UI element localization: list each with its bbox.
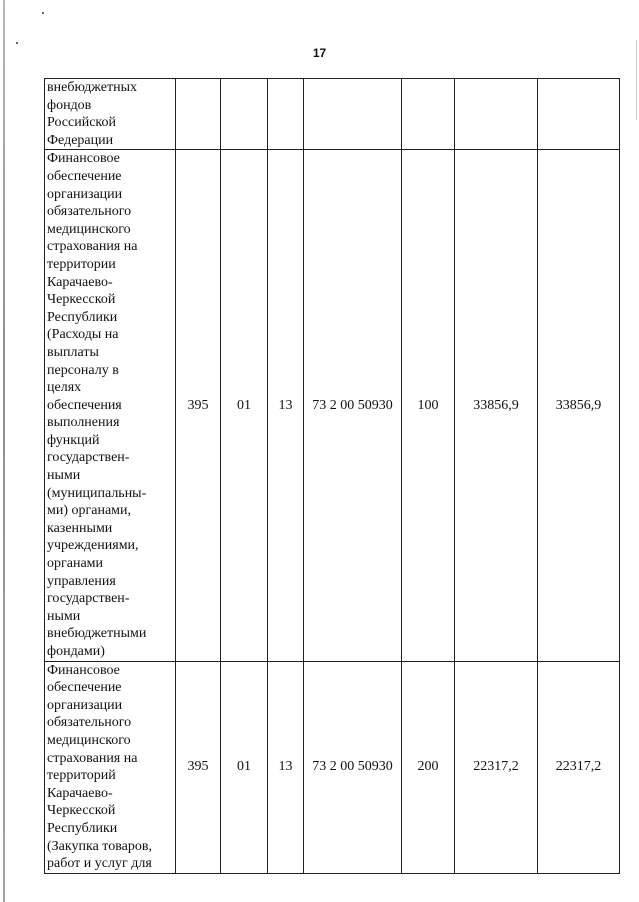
scan-edge-left xyxy=(3,0,5,902)
description-line: управления xyxy=(47,573,116,589)
description-line: Российской xyxy=(47,115,116,131)
description-line: ными xyxy=(47,608,81,624)
budget-table xyxy=(44,78,620,874)
admin-code-cell: 395 xyxy=(176,150,221,661)
scan-speck xyxy=(16,42,18,44)
row-description xyxy=(45,79,176,150)
target-article-cell: 73 2 00 50930 xyxy=(304,150,402,661)
expense-type-cell: 100 xyxy=(402,150,455,661)
description-line: внебюджетных xyxy=(47,80,138,95)
description-line: Финансовое xyxy=(47,151,120,167)
admin-code-cell: 395 xyxy=(176,661,221,873)
admin-code-cell xyxy=(176,79,221,150)
description-line: Черкесской xyxy=(47,803,116,819)
description-line: государствен- xyxy=(47,591,130,607)
section-cell: 01 xyxy=(221,661,268,873)
description-line: обязательного xyxy=(47,715,132,731)
subsection-cell: 13 xyxy=(268,661,304,873)
page-number: 17 xyxy=(312,46,327,60)
description-line: Федерации xyxy=(47,132,114,148)
description-line: ми) органами, xyxy=(47,503,132,519)
description-line: учреждениями, xyxy=(47,538,139,554)
amount-cell: 22317,2 xyxy=(538,661,620,873)
section-cell: 01 xyxy=(221,150,268,661)
section-cell xyxy=(221,79,268,150)
description-line: обеспечение xyxy=(47,168,122,184)
expense-type-cell xyxy=(402,79,455,150)
table-row xyxy=(45,150,620,661)
description-line: функций xyxy=(47,432,100,448)
description-line: (Расходы на xyxy=(47,327,119,343)
description-line: целях xyxy=(47,380,82,396)
row-description xyxy=(45,661,176,873)
description-line: страхования на xyxy=(47,750,138,766)
amount-cell: 33856,9 xyxy=(538,150,620,661)
description-line: организации xyxy=(47,697,123,713)
description-line: Черкесской xyxy=(47,292,116,308)
description-line: медицинского xyxy=(47,221,131,237)
amount-cell xyxy=(455,79,538,150)
description-line: ными xyxy=(47,468,81,484)
description-line: казенными xyxy=(47,520,113,536)
description-line: обязательного xyxy=(47,204,132,220)
description-line: обеспечение xyxy=(47,680,122,696)
amount-cell xyxy=(538,79,620,150)
description-line: фондами) xyxy=(47,644,105,659)
description-line: выплаты xyxy=(47,344,99,360)
description-line: персоналу в xyxy=(47,362,119,378)
description-line: (муниципальны- xyxy=(47,485,147,501)
description-line: государствен- xyxy=(47,450,130,466)
description-line: Республики xyxy=(47,820,118,836)
description-line: Финансовое xyxy=(47,662,120,678)
subsection-cell xyxy=(268,79,304,150)
description-line: (Закупка товаров, xyxy=(47,838,152,854)
description-line: территории xyxy=(47,256,116,272)
target-article-cell: 73 2 00 50930 xyxy=(304,661,402,873)
description-line: фондов xyxy=(47,97,92,113)
description-line: Карачаево- xyxy=(47,785,113,801)
description-line: Республики xyxy=(47,309,118,325)
description-line: органами xyxy=(47,556,104,572)
description-line: страхования на xyxy=(47,239,138,255)
description-line: медицинского xyxy=(47,732,131,748)
amount-cell: 22317,2 xyxy=(455,661,538,873)
description-line: внебюджетными xyxy=(47,626,147,642)
scan-speck xyxy=(42,12,44,14)
description-line: территорий xyxy=(47,768,116,784)
row-description xyxy=(45,150,176,661)
description-line: Карачаево- xyxy=(47,274,113,290)
amount-cell: 33856,9 xyxy=(455,150,538,661)
description-line: организации xyxy=(47,186,123,202)
description-line: выполнения xyxy=(47,415,120,431)
table-row xyxy=(45,661,620,873)
table-row xyxy=(45,79,620,150)
expense-type-cell: 200 xyxy=(402,661,455,873)
target-article-cell xyxy=(304,79,402,150)
subsection-cell: 13 xyxy=(268,150,304,661)
description-line: обеспечения xyxy=(47,397,122,413)
description-line: работ и услуг для xyxy=(47,856,152,872)
